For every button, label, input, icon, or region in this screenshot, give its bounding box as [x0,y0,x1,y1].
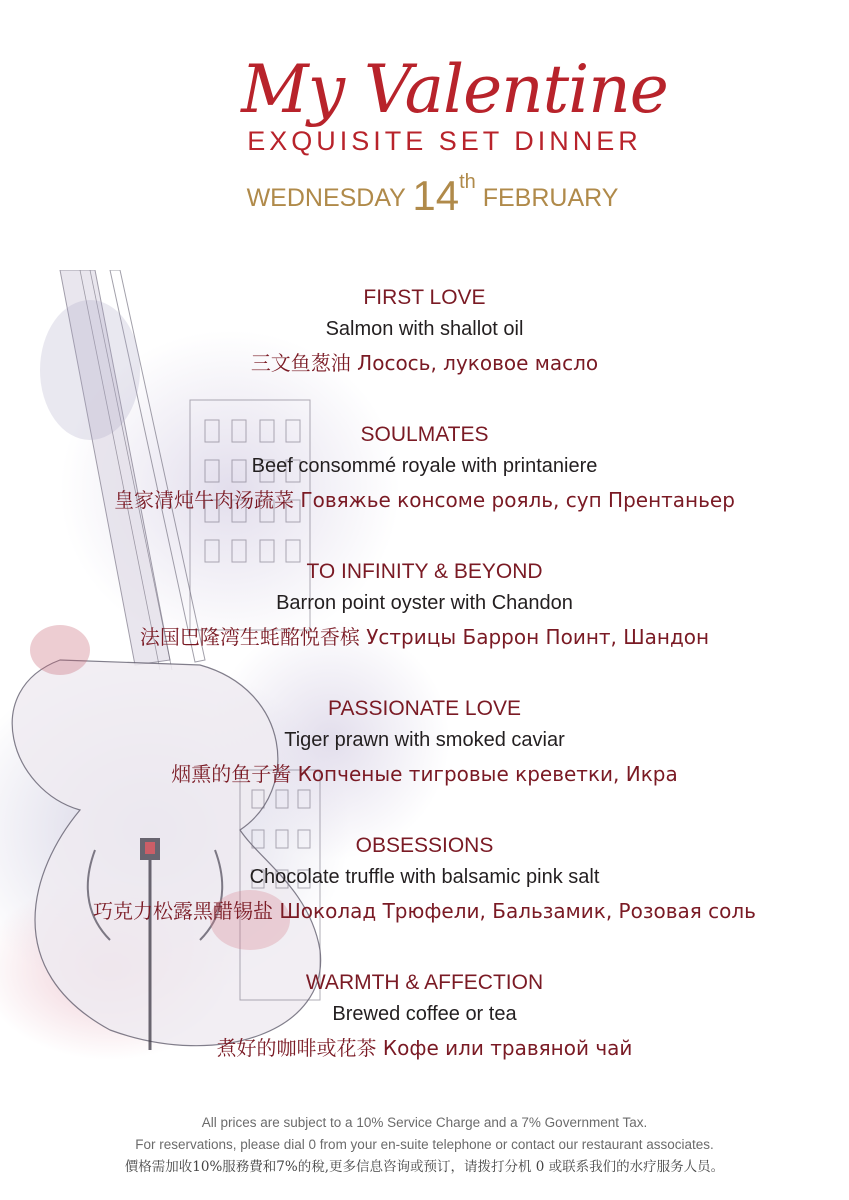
course-russian: Кофе или травяной чай [382,1036,633,1060]
course-translations [0,620,849,654]
course-chinese: 法国巴隆湾生蚝酩悦香槟 [139,625,360,649]
menu-header [0,50,849,220]
date-ordinal: th [459,171,476,193]
course-chinese: 烟熏的鱼子酱 [171,762,292,786]
course-title: TO INFINITY & BEYOND [306,560,543,583]
course-russian: Шоколад Трюфели, Бальзамик, Розовая соль [279,899,756,923]
course-translations [0,894,849,928]
course-item [0,832,849,969]
menu-footer [0,1112,849,1178]
course-list [0,284,849,1106]
course-english: Beef consommé royale with printaniere [251,455,598,477]
course-russian: Устрицы Баррон Поинт, Шандон [366,625,710,649]
event-date [16,171,849,220]
course-title: PASSIONATE LOVE [328,697,521,720]
date-weekday: WEDNESDAY [246,184,406,212]
course-item [0,421,849,558]
course-item [0,284,849,421]
course-translations [0,757,849,791]
date-month: FEBRUARY [482,184,619,212]
course-title: WARMTH & AFFECTION [305,971,544,994]
course-english: Chocolate truffle with balsamic pink salt [249,866,600,888]
course-item [0,969,849,1106]
course-chinese: 煮好的咖啡或花茶 [216,1036,377,1060]
event-subtitle: EXQUISITE SET DINNER [247,126,642,156]
course-english: Salmon with shallot oil [325,318,524,340]
course-russian: Лосось, луковое масло [357,351,599,375]
course-russian: Говяжье консоме рояль, суп Прентаньер [300,488,735,512]
footer-reservations: For reservations, please dial 0 from your en-suite telephone or contact our restaurant associates. [135,1137,714,1152]
course-title: SOULMATES [360,423,489,446]
date-day: 14 [412,172,460,219]
course-title: FIRST LOVE [363,286,486,309]
course-title: OBSESSIONS [355,834,494,857]
course-english: Tiger prawn with smoked caviar [284,729,565,751]
course-item [0,695,849,832]
script-title: My Valentine [241,51,668,128]
course-translations [0,346,849,380]
course-translations [0,1031,849,1065]
course-russian: Копченые тигровые креветки, Икра [297,762,678,786]
course-english: Barron point oyster with Chandon [276,592,573,614]
course-english: Brewed coffee or tea [332,1003,517,1025]
course-chinese: 巧克力松露黑醋锡盐 [93,899,274,923]
footer-service-charge: All prices are subject to a 10% Service Charge and a 7% Government Tax. [201,1115,648,1130]
footer-chinese-note: 價格需加收10%服務費和7%的稅,更多信息咨询或预订，请拨打分机 0 或联系我们的水疗服务人员。 [124,1159,725,1175]
course-translations [0,483,849,517]
course-chinese: 皇家清炖牛肉汤蔬菜 [114,488,295,512]
course-chinese: 三文鱼葱油 [250,351,351,375]
course-item [0,558,849,695]
